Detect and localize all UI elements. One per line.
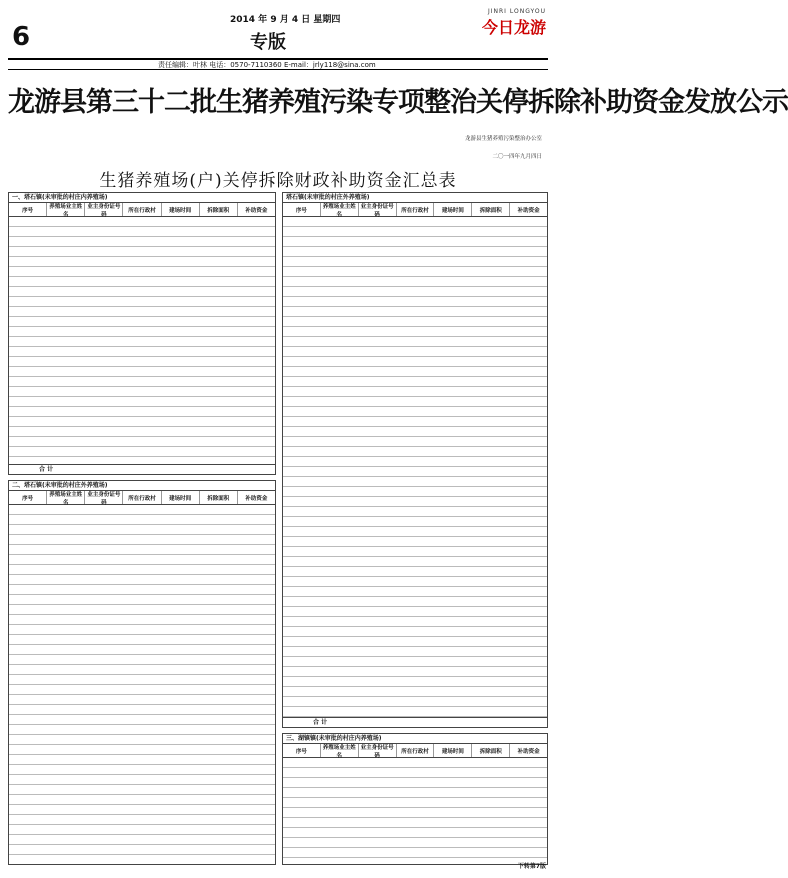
col-id: 业主身份证号码: [85, 491, 123, 504]
col-built: 建场时间: [162, 491, 200, 504]
page-title: 龙游县第三十二批生猪养殖污染专项整治关停拆除补助资金发放公示: [8, 87, 788, 118]
page-number: 6: [12, 22, 31, 52]
col-area: 拆除面积: [200, 491, 238, 504]
col-area: 拆除面积: [472, 744, 510, 757]
block-c-rows: [283, 217, 547, 717]
block-a-total: 合 计: [9, 464, 275, 474]
col-area: 拆除面积: [472, 203, 510, 216]
notice-date: 二〇一四年九月四日: [492, 154, 542, 160]
col-subsidy: 补助资金: [245, 495, 268, 502]
block-d-title: 三、湖镇镇(未审批的村庄内养殖场): [283, 734, 547, 744]
notice-signature: 龙游县生猪养殖污染整治办公室: [464, 136, 542, 142]
editor-bar: 责任编辑：叶林 电话：0570-7110360 E-mail：jrly118@sina.com: [8, 58, 548, 70]
block-a-rows: [9, 217, 275, 464]
table-title: 生猪养殖场(户)关停拆除财政补助资金汇总表: [99, 171, 457, 191]
brand-cn: 今日龙游: [481, 18, 546, 37]
col-owner: 养殖场业主姓名: [321, 203, 359, 216]
block-d-rows: [283, 758, 547, 864]
table-block-a: [8, 192, 276, 475]
col-index: 序号: [283, 203, 321, 216]
col-area: 拆除面积: [200, 203, 238, 216]
block-a-title: 一、塔石镇(未审批的村庄内养殖场): [9, 193, 275, 203]
col-built: 建场时间: [162, 203, 200, 216]
col-id: 业主身份证号码: [85, 203, 123, 216]
table-block-c: [282, 192, 548, 728]
brand-logo: [482, 8, 546, 38]
brand-en: JINRI LONGYOU: [487, 8, 546, 15]
col-owner: 养殖场业主姓名: [47, 203, 85, 216]
table-block-d: [282, 733, 548, 865]
col-index: 序号: [9, 491, 47, 504]
col-subsidy: 补助资金: [245, 207, 268, 214]
block-b-header: [9, 491, 275, 505]
col-subsidy: 补助资金: [517, 748, 540, 755]
col-village: 所在行政村: [397, 744, 435, 757]
col-village: 所在行政村: [123, 203, 161, 216]
col-index: 序号: [9, 203, 47, 216]
block-b-rows: [9, 505, 275, 864]
col-owner: 养殖场业主姓名: [47, 491, 85, 504]
block-d-header: [283, 744, 547, 758]
col-village: 所在行政村: [123, 491, 161, 504]
block-a-header: [9, 203, 275, 217]
col-village: 所在行政村: [397, 203, 435, 216]
col-id: 业主身份证号码: [359, 744, 397, 757]
block-c-header: [283, 203, 547, 217]
col-built: 建场时间: [434, 744, 472, 757]
col-index: 序号: [283, 744, 321, 757]
block-b-title: 二、塔石镇(未审批的村庄外养殖场): [9, 481, 275, 491]
col-id: 业主身份证号码: [359, 203, 397, 216]
col-subsidy: 补助资金: [517, 207, 540, 214]
masthead: [0, 0, 556, 56]
continued-note: 下转第7版: [517, 863, 546, 870]
block-c-total: 合 计: [283, 717, 547, 727]
block-c-title: 塔石镇(未审批的村庄外养殖场): [283, 193, 547, 203]
table-block-b: [8, 480, 276, 865]
intro-text-left: [10, 115, 280, 160]
date-line: 2014 年 9 月 4 日 星期四: [230, 15, 341, 25]
col-owner: 养殖场业主姓名: [321, 744, 359, 757]
section-title: 专版: [250, 32, 286, 53]
col-built: 建场时间: [434, 203, 472, 216]
